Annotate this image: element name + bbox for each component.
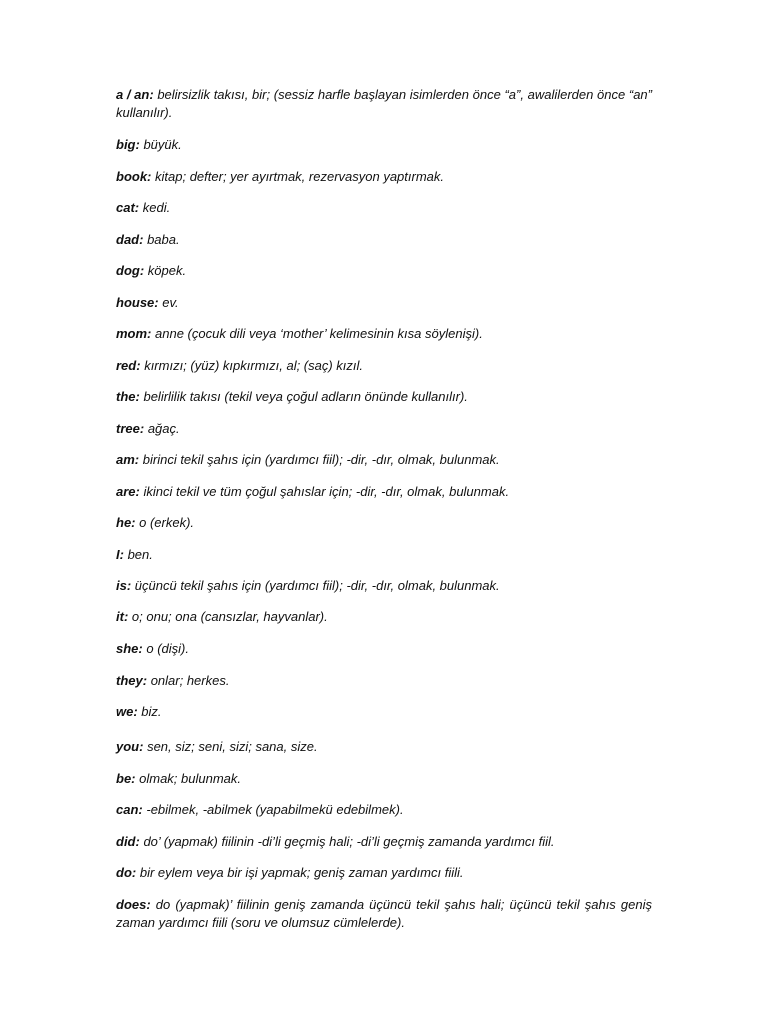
- glossary-term: we:: [116, 704, 138, 719]
- glossary-term: is:: [116, 578, 132, 593]
- glossary-entry: [116, 325, 652, 343]
- glossary-entry: [116, 451, 652, 469]
- glossary-entry: [116, 357, 652, 375]
- glossary-term: big:: [116, 137, 140, 152]
- glossary-term: does:: [116, 897, 151, 912]
- glossary-entry: [116, 168, 652, 186]
- glossary-term: you:: [116, 739, 144, 754]
- glossary-entry: [116, 640, 652, 658]
- glossary-definition: belirsizlik takısı, bir; (sessiz harfle başlayan isimlerden önce “a”, awalilerden önce “an” kullanılır).: [116, 87, 652, 120]
- glossary-term: a / an:: [116, 87, 154, 102]
- glossary-entry: [116, 896, 652, 932]
- glossary-definition: ağaç.: [147, 421, 180, 436]
- glossary-term: she:: [116, 641, 143, 656]
- glossary-entry: [116, 801, 652, 819]
- glossary-definition: büyük.: [143, 137, 182, 152]
- glossary-definition: sen, siz; seni, sizi; sana, size.: [147, 739, 318, 754]
- glossary-definition: birinci tekil şahıs için (yardımcı fiil); -dir, -dır, olmak, bulunmak.: [142, 452, 500, 467]
- glossary-definition: ikinci tekil ve tüm çoğul şahıslar için; -dir, -dır, olmak, bulunmak.: [143, 484, 510, 499]
- glossary-term: house:: [116, 295, 159, 310]
- glossary-entry: [116, 577, 652, 595]
- glossary-definition: o (erkek).: [139, 515, 195, 530]
- glossary-term: dog:: [116, 263, 145, 278]
- glossary-definition: onlar; herkes.: [150, 673, 230, 688]
- glossary-entry: [116, 136, 652, 154]
- glossary-term: book:: [116, 169, 152, 184]
- glossary-term: cat:: [116, 200, 140, 215]
- glossary-term: it:: [116, 609, 129, 624]
- glossary-entry: [116, 770, 652, 788]
- glossary-definition: kitap; defter; yer ayırtmak, rezervasyon yaptırmak.: [155, 169, 445, 184]
- glossary-entry: [116, 514, 652, 532]
- glossary-term: can:: [116, 802, 143, 817]
- glossary-definition: anne (çocuk dili veya ‘mother’ kelimesinin kısa söylenişi).: [155, 326, 483, 341]
- glossary-entry: [116, 483, 652, 501]
- glossary-definition: ben.: [127, 547, 153, 562]
- glossary-definition: biz.: [141, 704, 162, 719]
- glossary-entry: [116, 86, 652, 122]
- glossary-entry: [116, 738, 652, 756]
- glossary-term: the:: [116, 389, 140, 404]
- glossary-definition: olmak; bulunmak.: [139, 771, 242, 786]
- glossary-term: be:: [116, 771, 136, 786]
- glossary-term: red:: [116, 358, 141, 373]
- glossary-definition: o; onu; ona (cansızlar, hayvanlar).: [131, 609, 328, 624]
- glossary-entry: [116, 199, 652, 217]
- glossary-term: mom:: [116, 326, 152, 341]
- glossary-definition: -ebilmek, -abilmek (yapabilmekü edebilmek).: [146, 802, 404, 817]
- glossary-entry: [116, 420, 652, 438]
- glossary-term: tree:: [116, 421, 145, 436]
- glossary-definition: baba.: [147, 232, 180, 247]
- glossary-entry: [116, 388, 652, 406]
- glossary-entry: [116, 546, 652, 564]
- glossary-definition: ev.: [162, 295, 179, 310]
- glossary-term: are:: [116, 484, 140, 499]
- glossary-definition: belirlilik takısı (tekil veya çoğul adların önünde kullanılır).: [143, 389, 468, 404]
- glossary-term: they:: [116, 673, 148, 688]
- glossary-definition: kedi.: [142, 200, 171, 215]
- glossary-definition: üçüncü tekil şahıs için (yardımcı fiil); -dir, -dır, olmak, bulunmak.: [134, 578, 500, 593]
- glossary-term: dad:: [116, 232, 144, 247]
- glossary-definition: do’ (yapmak) fiilinin -di’li geçmiş hali; -di’li geçmiş zamanda yardımcı fiil.: [143, 834, 555, 849]
- glossary-term: he:: [116, 515, 136, 530]
- glossary-term: did:: [116, 834, 140, 849]
- glossary-entry: [116, 672, 652, 690]
- glossary-entry: [116, 231, 652, 249]
- glossary-entry: [116, 864, 652, 882]
- glossary-term: I:: [116, 547, 124, 562]
- glossary-definition: kırmızı; (yüz) kıpkırmızı, al; (saç) kızıl.: [144, 358, 364, 373]
- glossary-definition: o (dişi).: [146, 641, 189, 656]
- glossary-definition: köpek.: [147, 263, 187, 278]
- glossary-entry: [116, 703, 652, 721]
- glossary-definition: do (yapmak)’ fiilinin geniş zamanda üçüncü tekil şahıs hali; üçüncü tekil şahıs geniş zaman yardımcı fiili (soru ve olumsuz cümlelerde).: [116, 897, 652, 930]
- glossary-term: am:: [116, 452, 140, 467]
- glossary-entry: [116, 294, 652, 312]
- glossary-entry: [116, 608, 652, 626]
- glossary-definition: bir eylem veya bir işi yapmak; geniş zaman yardımcı fiili.: [139, 865, 464, 880]
- glossary-entry: [116, 262, 652, 280]
- glossary-entry: [116, 833, 652, 851]
- glossary-term: do:: [116, 865, 137, 880]
